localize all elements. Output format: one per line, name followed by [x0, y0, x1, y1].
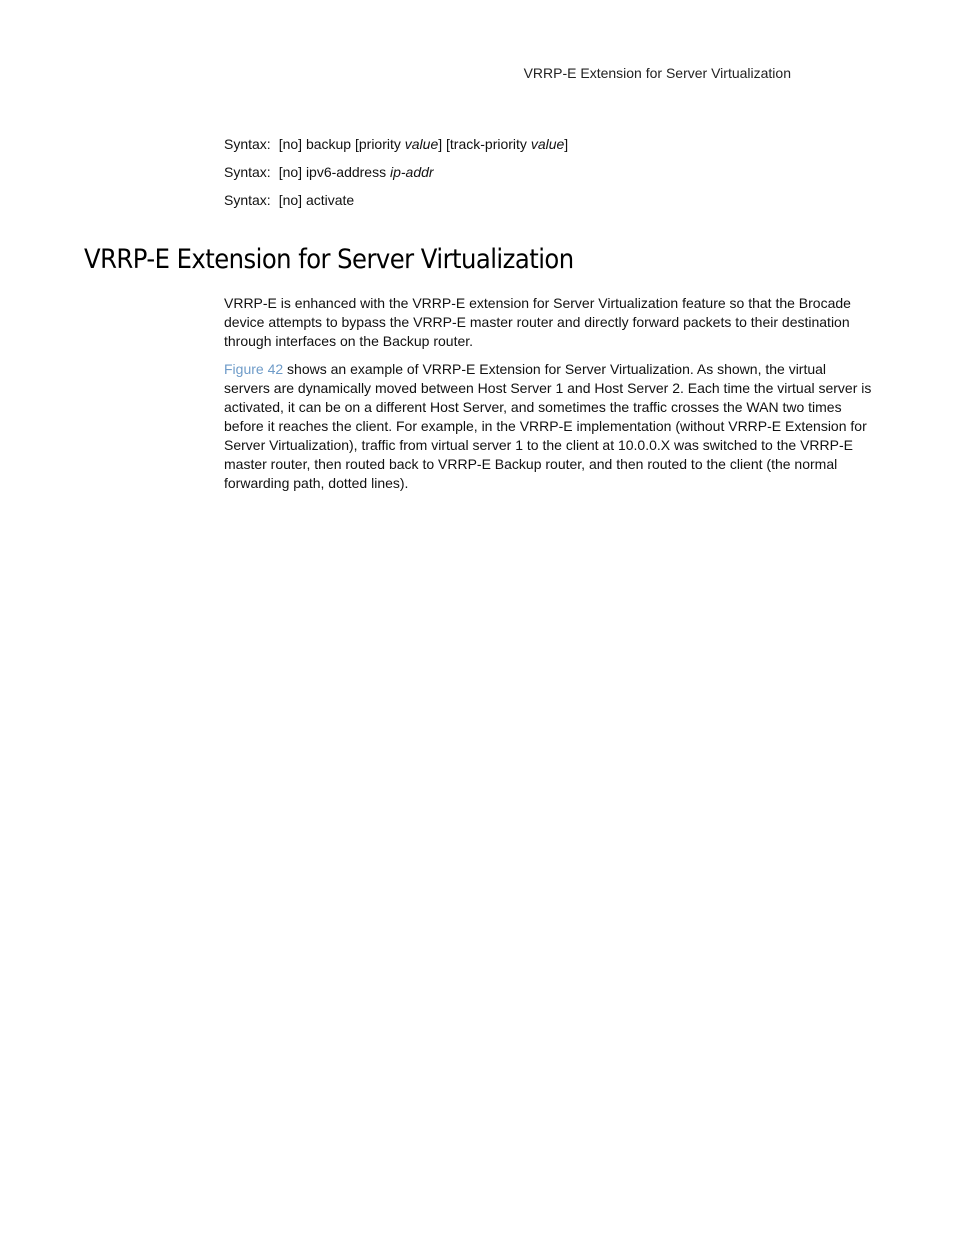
- syntax-label: Syntax:: [224, 192, 271, 208]
- paragraph-intro: VRRP-E is enhanced with the VRRP-E extension for Server Virtualization feature so that the Brocade device attempts to bypass the VRRP-E master router and directly forward packets to their destination through interfaces on the Backup router.: [224, 295, 851, 349]
- syntax-block: [224, 136, 864, 220]
- paragraph-figure-text: shows an example of VRRP-E Extension for Server Virtualization. As shown, the virtual servers are dynamically moved between Host Server 1 and Host Server 2. Each time the virtual server is activated, it can be on a different Host Server, and sometimes the traffic crosses the WAN two times before it reaches the client. For example, in the VRRP-E implementation (without VRRP-E Extension for Server Virtualization), traffic from virtual server 1 to the client at 10.0.0.X was switched to the VRRP-E master router, then routed back to VRRP-E Backup router, and then routed to the client (the normal forwarding path, dotted lines).: [224, 361, 872, 491]
- syntax-command: [no] activate: [278, 192, 355, 208]
- syntax-param: ip-addr: [390, 164, 434, 180]
- syntax-param: value: [404, 136, 439, 152]
- syntax-line-ipv6-address: [224, 164, 864, 180]
- syntax-line-activate: [224, 192, 864, 208]
- syntax-command: ] [track-priority: [438, 136, 531, 152]
- syntax-command: [no] ipv6-address: [278, 164, 390, 180]
- syntax-command: ]: [564, 136, 569, 152]
- syntax-param: value: [530, 136, 565, 152]
- section-body: [224, 294, 872, 502]
- section-heading: VRRP-E Extension for Server Virtualization: [84, 244, 574, 275]
- running-header: VRRP-E Extension for Server Virtualization: [523, 65, 791, 81]
- syntax-line-backup: [224, 136, 864, 152]
- paragraph-figure-description: [224, 360, 872, 493]
- syntax-label: Syntax:: [224, 164, 271, 180]
- figure-42-link[interactable]: Figure 42: [224, 361, 284, 377]
- syntax-command: [no] backup [priority: [278, 136, 405, 152]
- syntax-label: Syntax:: [224, 136, 271, 152]
